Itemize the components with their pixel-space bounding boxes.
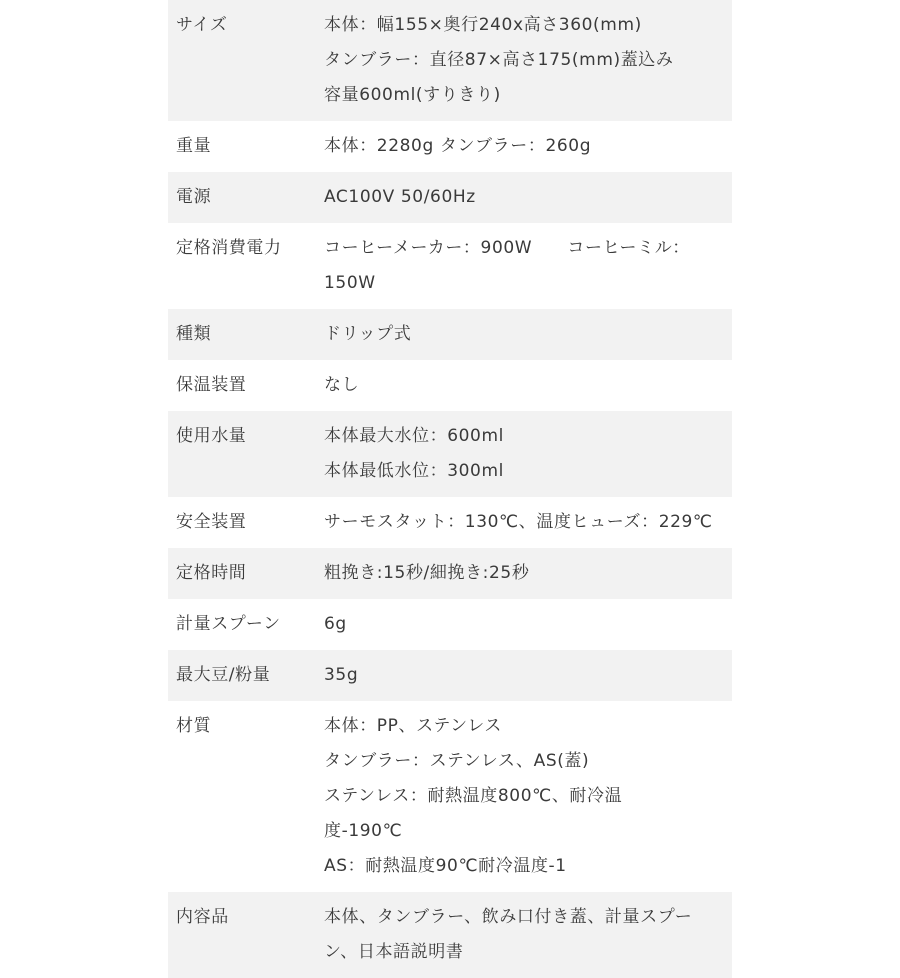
spec-label: 定格時間 — [176, 563, 247, 583]
spec-value — [324, 548, 732, 599]
spec-value-line: 度-190℃ — [324, 821, 403, 841]
spec-value-line: 本体最低水位：300ml — [324, 461, 504, 481]
spec-value — [324, 701, 732, 892]
spec-label: サイズ — [176, 15, 228, 35]
spec-value-line: 35g — [324, 665, 359, 685]
spec-value-line: タンブラー：ステンレス、AS(蓋) — [324, 751, 590, 771]
spec-value-line: 容量600ml(すりきり) — [324, 85, 501, 105]
spec-value-line: 150W — [324, 273, 376, 293]
spec-row — [168, 0, 732, 121]
spec-label: 保温装置 — [176, 375, 247, 395]
spec-value — [324, 497, 732, 548]
spec-row — [168, 701, 732, 892]
spec-row — [168, 121, 732, 172]
spec-value-line: 本体最大水位：600ml — [324, 426, 504, 446]
spec-value-line: AS：耐熱温度90℃耐冷温度-1 — [324, 856, 567, 876]
spec-row — [168, 599, 732, 650]
spec-value-line: 本体：PP、ステンレス — [324, 716, 502, 736]
spec-value — [324, 309, 732, 360]
spec-label: 使用水量 — [176, 426, 247, 446]
spec-value — [324, 121, 732, 172]
spec-value — [324, 223, 732, 309]
spec-row — [168, 411, 732, 497]
spec-value-line: なし — [324, 375, 360, 395]
spec-label: 最大豆/粉量 — [176, 665, 271, 685]
spec-value-line: 本体、タンブラー、飲み口付き蓋、計量スプー — [324, 907, 693, 927]
spec-table — [168, 0, 732, 978]
spec-label: 材質 — [176, 716, 212, 736]
spec-row — [168, 360, 732, 411]
spec-value-line: ステンレス：耐熱温度800℃、耐冷温 — [324, 786, 623, 806]
spec-row — [168, 548, 732, 599]
spec-value-line: 本体：2280g タンブラー：260g — [324, 136, 592, 156]
spec-label: 種類 — [176, 324, 212, 344]
spec-value-line: AC100V 50/60Hz — [324, 187, 476, 207]
spec-value — [324, 360, 732, 411]
spec-value-line: 6g — [324, 614, 347, 634]
spec-row — [168, 223, 732, 309]
spec-table-body — [168, 0, 732, 978]
spec-value-line: サーモスタット：130℃、温度ヒューズ：229℃ — [324, 512, 713, 532]
spec-value — [324, 411, 732, 497]
spec-value — [324, 599, 732, 650]
spec-value-line: ドリップ式 — [324, 324, 412, 344]
spec-row — [168, 892, 732, 978]
spec-label: 計量スプーン — [176, 614, 281, 634]
spec-value-line: タンブラー：直径87×高さ175(mm)蓋込み — [324, 50, 674, 70]
spec-label: 電源 — [176, 187, 212, 207]
spec-value — [324, 892, 732, 978]
spec-row — [168, 172, 732, 223]
spec-row — [168, 497, 732, 548]
spec-label: 重量 — [176, 136, 212, 156]
spec-value-line: ン、日本語説明書 — [324, 942, 464, 962]
spec-row — [168, 650, 732, 701]
spec-label: 定格消費電力 — [176, 238, 282, 258]
spec-value — [324, 650, 732, 701]
spec-value-line: 粗挽き:15秒/細挽き:25秒 — [324, 563, 530, 583]
spec-row — [168, 309, 732, 360]
spec-value-line: 本体：幅155×奥行240x高さ360(mm) — [324, 15, 642, 35]
spec-value-line: コーヒーメーカー：900W コーヒーミル： — [324, 238, 690, 258]
spec-label: 内容品 — [176, 907, 229, 927]
spec-value — [324, 0, 732, 121]
spec-label: 安全装置 — [176, 512, 247, 532]
spec-value — [324, 172, 732, 223]
